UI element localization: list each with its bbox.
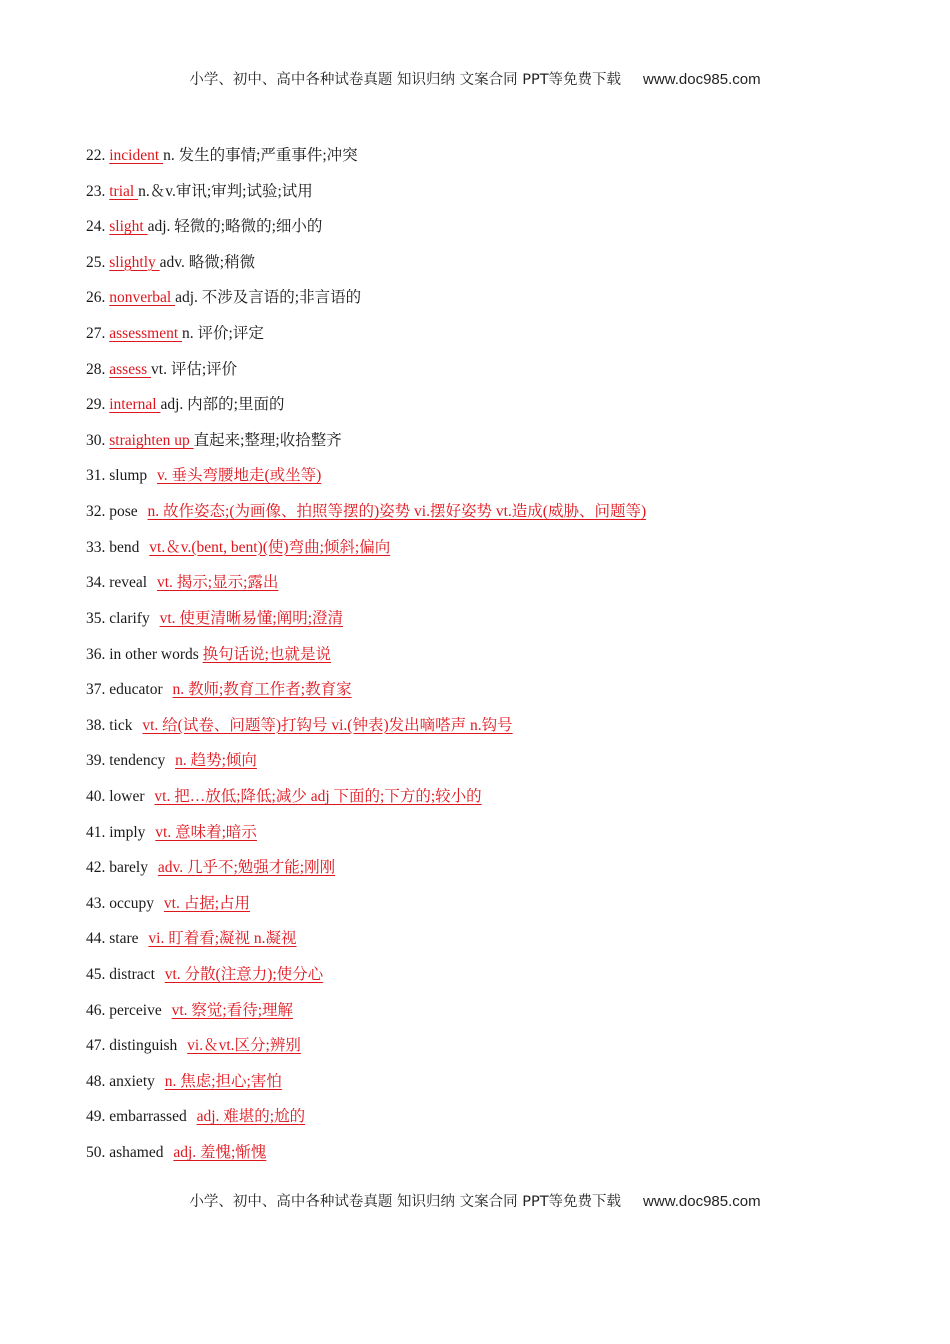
footer-url[interactable]: www.doc985.com bbox=[643, 1193, 761, 1210]
item-number: 32. bbox=[86, 503, 106, 521]
answer-meaning: vt. 分散(注意力);使分心 bbox=[164, 966, 324, 984]
vocab-item-39 bbox=[86, 747, 886, 783]
meaning: adv. 略微;稍微 bbox=[159, 253, 256, 271]
answer-meaning: adv. 几乎不;勉强才能;刚刚 bbox=[157, 859, 336, 877]
item-number: 38. bbox=[86, 716, 106, 734]
answer-meaning: vi. 盯着看;凝视 n.凝视 bbox=[148, 930, 297, 948]
item-number: 37. bbox=[86, 681, 106, 699]
header-text: 小学、初中、高中各种试卷真题 知识归纳 文案合同 PPT等免费下载 bbox=[189, 72, 622, 88]
item-number: 22. bbox=[86, 147, 106, 164]
vocab-item-43 bbox=[86, 890, 886, 926]
vocab-item-47 bbox=[86, 1032, 886, 1068]
item-number: 46. bbox=[86, 1001, 106, 1019]
word: embarrassed bbox=[109, 1108, 187, 1126]
word: distinguish bbox=[109, 1037, 178, 1055]
answer-word: trial bbox=[109, 182, 139, 200]
meaning: n.＆v.审讯;审判;试验;试用 bbox=[138, 182, 313, 200]
answer-meaning: vt.＆v.(bent, bent)(使)弯曲;倾斜;偏向 bbox=[149, 538, 391, 556]
page-header bbox=[0, 68, 950, 89]
vocab-item-35 bbox=[86, 605, 886, 641]
meaning: adj. 内部的;里面的 bbox=[160, 396, 285, 414]
item-number: 26. bbox=[86, 289, 106, 307]
answer-meaning: vt. 揭示;显示;露出 bbox=[156, 574, 279, 592]
answer-meaning: vt. 占据;占用 bbox=[163, 894, 251, 912]
vocab-item-27 bbox=[86, 320, 886, 356]
word: barely bbox=[109, 859, 148, 877]
answer-meaning: n. 教师;教育工作者;教育家 bbox=[172, 681, 352, 699]
word: distract bbox=[109, 966, 155, 984]
answer-word: assess bbox=[109, 360, 152, 378]
page-footer bbox=[0, 1190, 950, 1211]
item-number: 50. bbox=[86, 1144, 106, 1162]
word: reveal bbox=[109, 574, 148, 592]
item-number: 27. bbox=[86, 325, 106, 343]
answer-meaning: vi.＆vt.区分;辨别 bbox=[187, 1037, 301, 1055]
answer-word: assessment bbox=[109, 325, 183, 343]
word: bend bbox=[109, 538, 140, 556]
vocab-item-40 bbox=[86, 783, 886, 819]
meaning: vt. 评估;评价 bbox=[151, 360, 238, 378]
word: pose bbox=[109, 503, 138, 521]
word: tick bbox=[109, 716, 133, 734]
item-number: 33. bbox=[86, 538, 106, 556]
vocabulary-list bbox=[86, 142, 886, 1175]
word: educator bbox=[109, 681, 163, 699]
vocab-item-24 bbox=[86, 213, 886, 249]
answer-word: slight bbox=[109, 218, 148, 236]
meaning: adj. 轻微的;略微的;细小的 bbox=[147, 218, 323, 236]
answer-word: incident bbox=[109, 147, 164, 164]
word: anxiety bbox=[109, 1072, 155, 1090]
vocab-item-44 bbox=[86, 925, 886, 961]
vocab-item-49 bbox=[86, 1103, 886, 1139]
vocab-item-48 bbox=[86, 1068, 886, 1104]
word: ashamed bbox=[109, 1144, 164, 1162]
item-number: 39. bbox=[86, 752, 106, 770]
footer-text: 小学、初中、高中各种试卷真题 知识归纳 文案合同 PPT等免费下载 bbox=[189, 1194, 622, 1210]
item-number: 41. bbox=[86, 823, 106, 841]
vocab-item-32 bbox=[86, 498, 886, 534]
vocab-item-33 bbox=[86, 534, 886, 570]
vocab-item-50 bbox=[86, 1139, 886, 1175]
vocab-item-30 bbox=[86, 427, 886, 463]
item-number: 42. bbox=[86, 859, 106, 877]
answer-meaning: v. 垂头弯腰地走(或坐等) bbox=[157, 467, 322, 485]
word: lower bbox=[109, 787, 145, 805]
word: stare bbox=[109, 930, 139, 948]
vocab-item-23 bbox=[86, 178, 886, 214]
answer-meaning: n. 焦虑;担心;害怕 bbox=[164, 1072, 282, 1090]
answer-meaning: vt. 给(试卷、问题等)打钩号 vi.(钟表)发出嘀嗒声 n.钩号 bbox=[142, 716, 513, 734]
item-number: 30. bbox=[86, 431, 106, 449]
item-number: 24. bbox=[86, 218, 106, 236]
vocab-item-46 bbox=[86, 997, 886, 1033]
word: clarify bbox=[109, 609, 150, 627]
vocab-item-38 bbox=[86, 712, 886, 748]
answer-word: internal bbox=[109, 396, 161, 414]
word: tendency bbox=[109, 752, 166, 770]
meaning: n. 发生的事情;严重事件;冲突 bbox=[163, 147, 358, 164]
answer-meaning: n. 故作姿态;(为画像、拍照等摆的)姿势 vi.摆好姿势 vt.造成(威胁、问题等) bbox=[147, 503, 647, 521]
vocab-item-29 bbox=[86, 391, 886, 427]
word: slump bbox=[109, 467, 148, 485]
word: in other words bbox=[109, 645, 199, 663]
word: imply bbox=[109, 823, 146, 841]
vocab-item-25 bbox=[86, 249, 886, 285]
vocab-item-26 bbox=[86, 284, 886, 320]
item-number: 36. bbox=[86, 645, 106, 663]
answer-word: slightly bbox=[109, 253, 160, 271]
vocab-item-22 bbox=[86, 142, 886, 178]
item-number: 23. bbox=[86, 182, 106, 200]
answer-meaning: vt. 把…放低;降低;减少 adj 下面的;下方的;较小的 bbox=[154, 787, 482, 805]
item-number: 31. bbox=[86, 467, 106, 485]
item-number: 44. bbox=[86, 930, 106, 948]
answer-meaning: vt. 意味着;暗示 bbox=[155, 823, 257, 841]
vocab-item-31 bbox=[86, 462, 886, 498]
vocab-item-45 bbox=[86, 961, 886, 997]
answer-meaning: 换句话说;也就是说 bbox=[202, 645, 331, 663]
answer-meaning: n. 趋势;倾向 bbox=[175, 752, 257, 770]
item-number: 47. bbox=[86, 1037, 106, 1055]
header-url[interactable]: www.doc985.com bbox=[643, 71, 761, 88]
item-number: 28. bbox=[86, 360, 106, 378]
vocab-item-41 bbox=[86, 819, 886, 855]
item-number: 49. bbox=[86, 1108, 106, 1126]
vocab-item-42 bbox=[86, 854, 886, 890]
answer-meaning: vt. 使更清晰易懂;阐明;澄清 bbox=[159, 609, 343, 627]
meaning: 直起来;整理;收拾整齐 bbox=[193, 431, 342, 449]
item-number: 48. bbox=[86, 1072, 106, 1090]
vocab-item-28 bbox=[86, 356, 886, 392]
word: occupy bbox=[109, 894, 155, 912]
vocab-item-37 bbox=[86, 676, 886, 712]
answer-meaning: adj. 难堪的;尬的 bbox=[196, 1108, 306, 1126]
item-number: 29. bbox=[86, 396, 106, 414]
item-number: 40. bbox=[86, 787, 106, 805]
word: perceive bbox=[109, 1001, 162, 1019]
meaning: n. 评价;评定 bbox=[182, 325, 264, 343]
item-number: 34. bbox=[86, 574, 106, 592]
answer-meaning: adj. 羞愧;惭愧 bbox=[173, 1144, 267, 1162]
vocab-item-34 bbox=[86, 569, 886, 605]
vocab-item-36 bbox=[86, 641, 886, 677]
answer-meaning: vt. 察觉;看待;理解 bbox=[171, 1001, 294, 1019]
item-number: 25. bbox=[86, 253, 106, 271]
item-number: 45. bbox=[86, 966, 106, 984]
meaning: adj. 不涉及言语的;非言语的 bbox=[175, 289, 362, 307]
answer-word: straighten up bbox=[109, 431, 194, 449]
item-number: 43. bbox=[86, 894, 106, 912]
answer-word: nonverbal bbox=[109, 289, 176, 307]
item-number: 35. bbox=[86, 609, 106, 627]
